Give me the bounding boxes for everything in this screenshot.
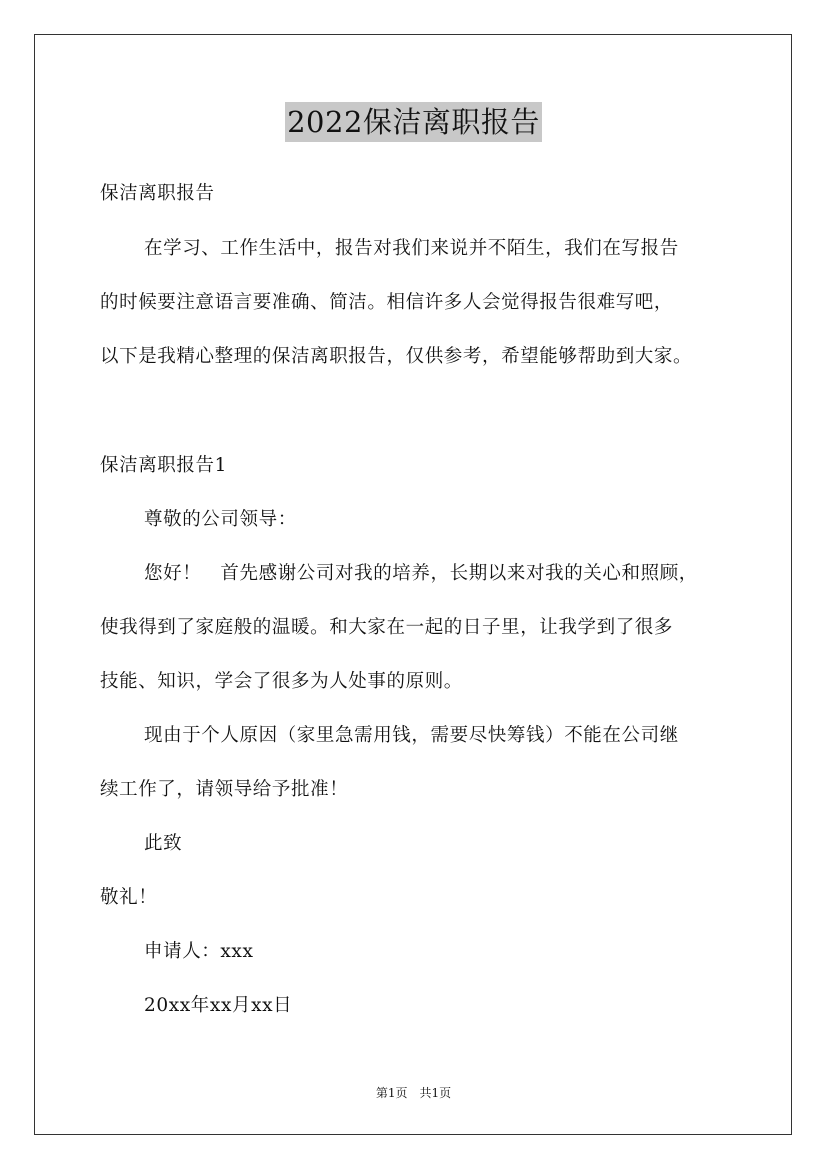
- intro-paragraph-line-2: 的时候要注意语言要准确、简洁。相信许多人会觉得报告很难写吧，: [100, 292, 674, 313]
- page-number-footer: 第1页 共1页: [375, 1086, 452, 1100]
- body-paragraph-2-line-1: 现由于个人原因（家里急需用钱，需要尽快筹钱）不能在公司继: [144, 725, 679, 746]
- body-paragraph-1-line-1: 您好！ 首先感谢公司对我的培养，长期以来对我的关心和照顾，: [144, 563, 698, 584]
- closing-regards: 敬礼！: [100, 887, 158, 908]
- intro-paragraph-line-1: 在学习、工作生活中，报告对我们来说并不陌生，我们在写报告: [144, 238, 679, 259]
- date-line: 20xx年xx月xx日: [144, 995, 293, 1016]
- closing-phrase: 此致: [144, 833, 183, 854]
- title-container: [0, 102, 827, 142]
- intro-paragraph-line-3: 以下是我精心整理的保洁离职报告，仅供参考，希望能够帮助到大家。: [100, 346, 693, 367]
- body-paragraph-1-line-3: 技能、知识，学会了很多为人处事的原则。: [100, 671, 463, 692]
- body-paragraph-1-line-2: 使我得到了家庭般的温暖。和大家在一起的日子里，让我学到了很多: [100, 617, 674, 638]
- applicant-line: 申请人：xxx: [144, 941, 254, 962]
- section-heading: 保洁离职报告: [100, 183, 215, 204]
- document-title: 2022保洁离职报告: [285, 102, 542, 142]
- body-paragraph-2-line-2: 续工作了，请领导给予批准！: [100, 779, 349, 800]
- salutation: 尊敬的公司领导：: [144, 509, 297, 530]
- report-heading: 保洁离职报告1: [100, 455, 227, 476]
